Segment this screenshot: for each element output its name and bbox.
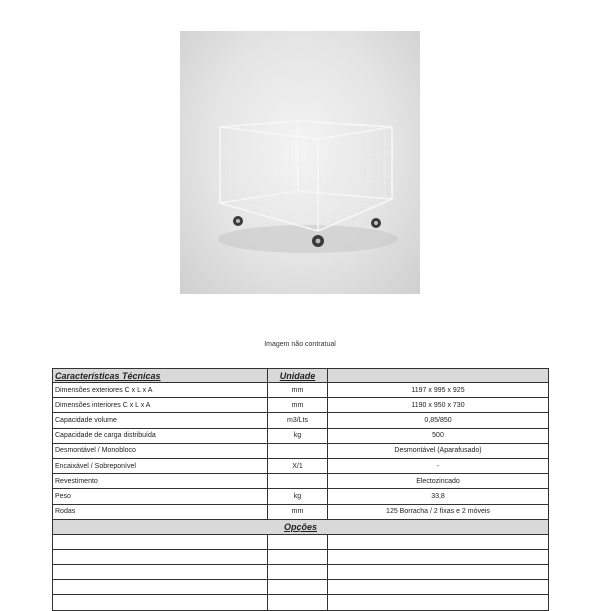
options-title: Opções	[53, 519, 549, 534]
empty-cell	[268, 595, 328, 610]
row-unit: kg	[268, 489, 328, 504]
row-label: Dimensões exteriores C x L x A	[53, 383, 268, 398]
table-row	[53, 428, 549, 443]
table-row	[53, 474, 549, 489]
empty-cell	[328, 534, 549, 549]
wire-cart-image	[180, 31, 420, 294]
row-unit: mm	[268, 398, 328, 413]
row-label: Capacidade volume	[53, 413, 268, 428]
header-unit: Unidade	[268, 369, 328, 383]
table-row	[53, 398, 549, 413]
empty-option-row	[53, 565, 549, 580]
row-unit	[268, 443, 328, 458]
empty-cell	[268, 565, 328, 580]
row-value: 33,8	[328, 489, 549, 504]
empty-cell	[328, 549, 549, 564]
row-label: Revestimento	[53, 474, 268, 489]
empty-cell	[53, 534, 268, 549]
row-label: Encaixável / Sobreponível	[53, 458, 268, 473]
options-header	[53, 519, 549, 534]
empty-cell	[268, 580, 328, 595]
empty-cell	[328, 595, 549, 610]
row-unit: mm	[268, 504, 328, 519]
row-value: Desmontável (Aparafusado)	[328, 443, 549, 458]
empty-cell	[328, 580, 549, 595]
image-caption: Imagem não contratual	[264, 341, 336, 348]
empty-cell	[268, 534, 328, 549]
row-value: 500	[328, 428, 549, 443]
table-header	[53, 369, 549, 383]
row-unit: X/1	[268, 458, 328, 473]
specs-table	[52, 368, 549, 611]
row-value: 1197 x 995 x 925	[328, 383, 549, 398]
header-characteristics: Características Técnicas	[53, 369, 268, 383]
row-label: Dimensões interiores C x L x A	[53, 398, 268, 413]
row-value: 1190 x 950 x 730	[328, 398, 549, 413]
empty-cell	[53, 580, 268, 595]
row-value: -	[328, 458, 549, 473]
row-value: 0,85/850	[328, 413, 549, 428]
table-row	[53, 413, 549, 428]
row-unit: m3/Lts	[268, 413, 328, 428]
empty-option-row	[53, 549, 549, 564]
row-label: Capacidade de carga distribuída	[53, 428, 268, 443]
empty-option-row	[53, 595, 549, 610]
row-unit	[268, 474, 328, 489]
table-row	[53, 458, 549, 473]
table-row	[53, 443, 549, 458]
empty-cell	[53, 549, 268, 564]
header-value	[328, 369, 549, 383]
product-photo	[180, 31, 420, 294]
empty-cell	[328, 565, 549, 580]
row-value: 125 Borracha / 2 fixas e 2 móveis	[328, 504, 549, 519]
row-value: Electozincado	[328, 474, 549, 489]
row-label: Desmontável / Monobloco	[53, 443, 268, 458]
table-row	[53, 383, 549, 398]
table-row	[53, 489, 549, 504]
empty-cell	[53, 565, 268, 580]
row-unit: kg	[268, 428, 328, 443]
row-label: Rodas	[53, 504, 268, 519]
row-label: Peso	[53, 489, 268, 504]
row-unit: mm	[268, 383, 328, 398]
empty-cell	[268, 549, 328, 564]
empty-option-row	[53, 534, 549, 549]
table-row	[53, 504, 549, 519]
empty-option-row	[53, 580, 549, 595]
empty-cell	[53, 595, 268, 610]
